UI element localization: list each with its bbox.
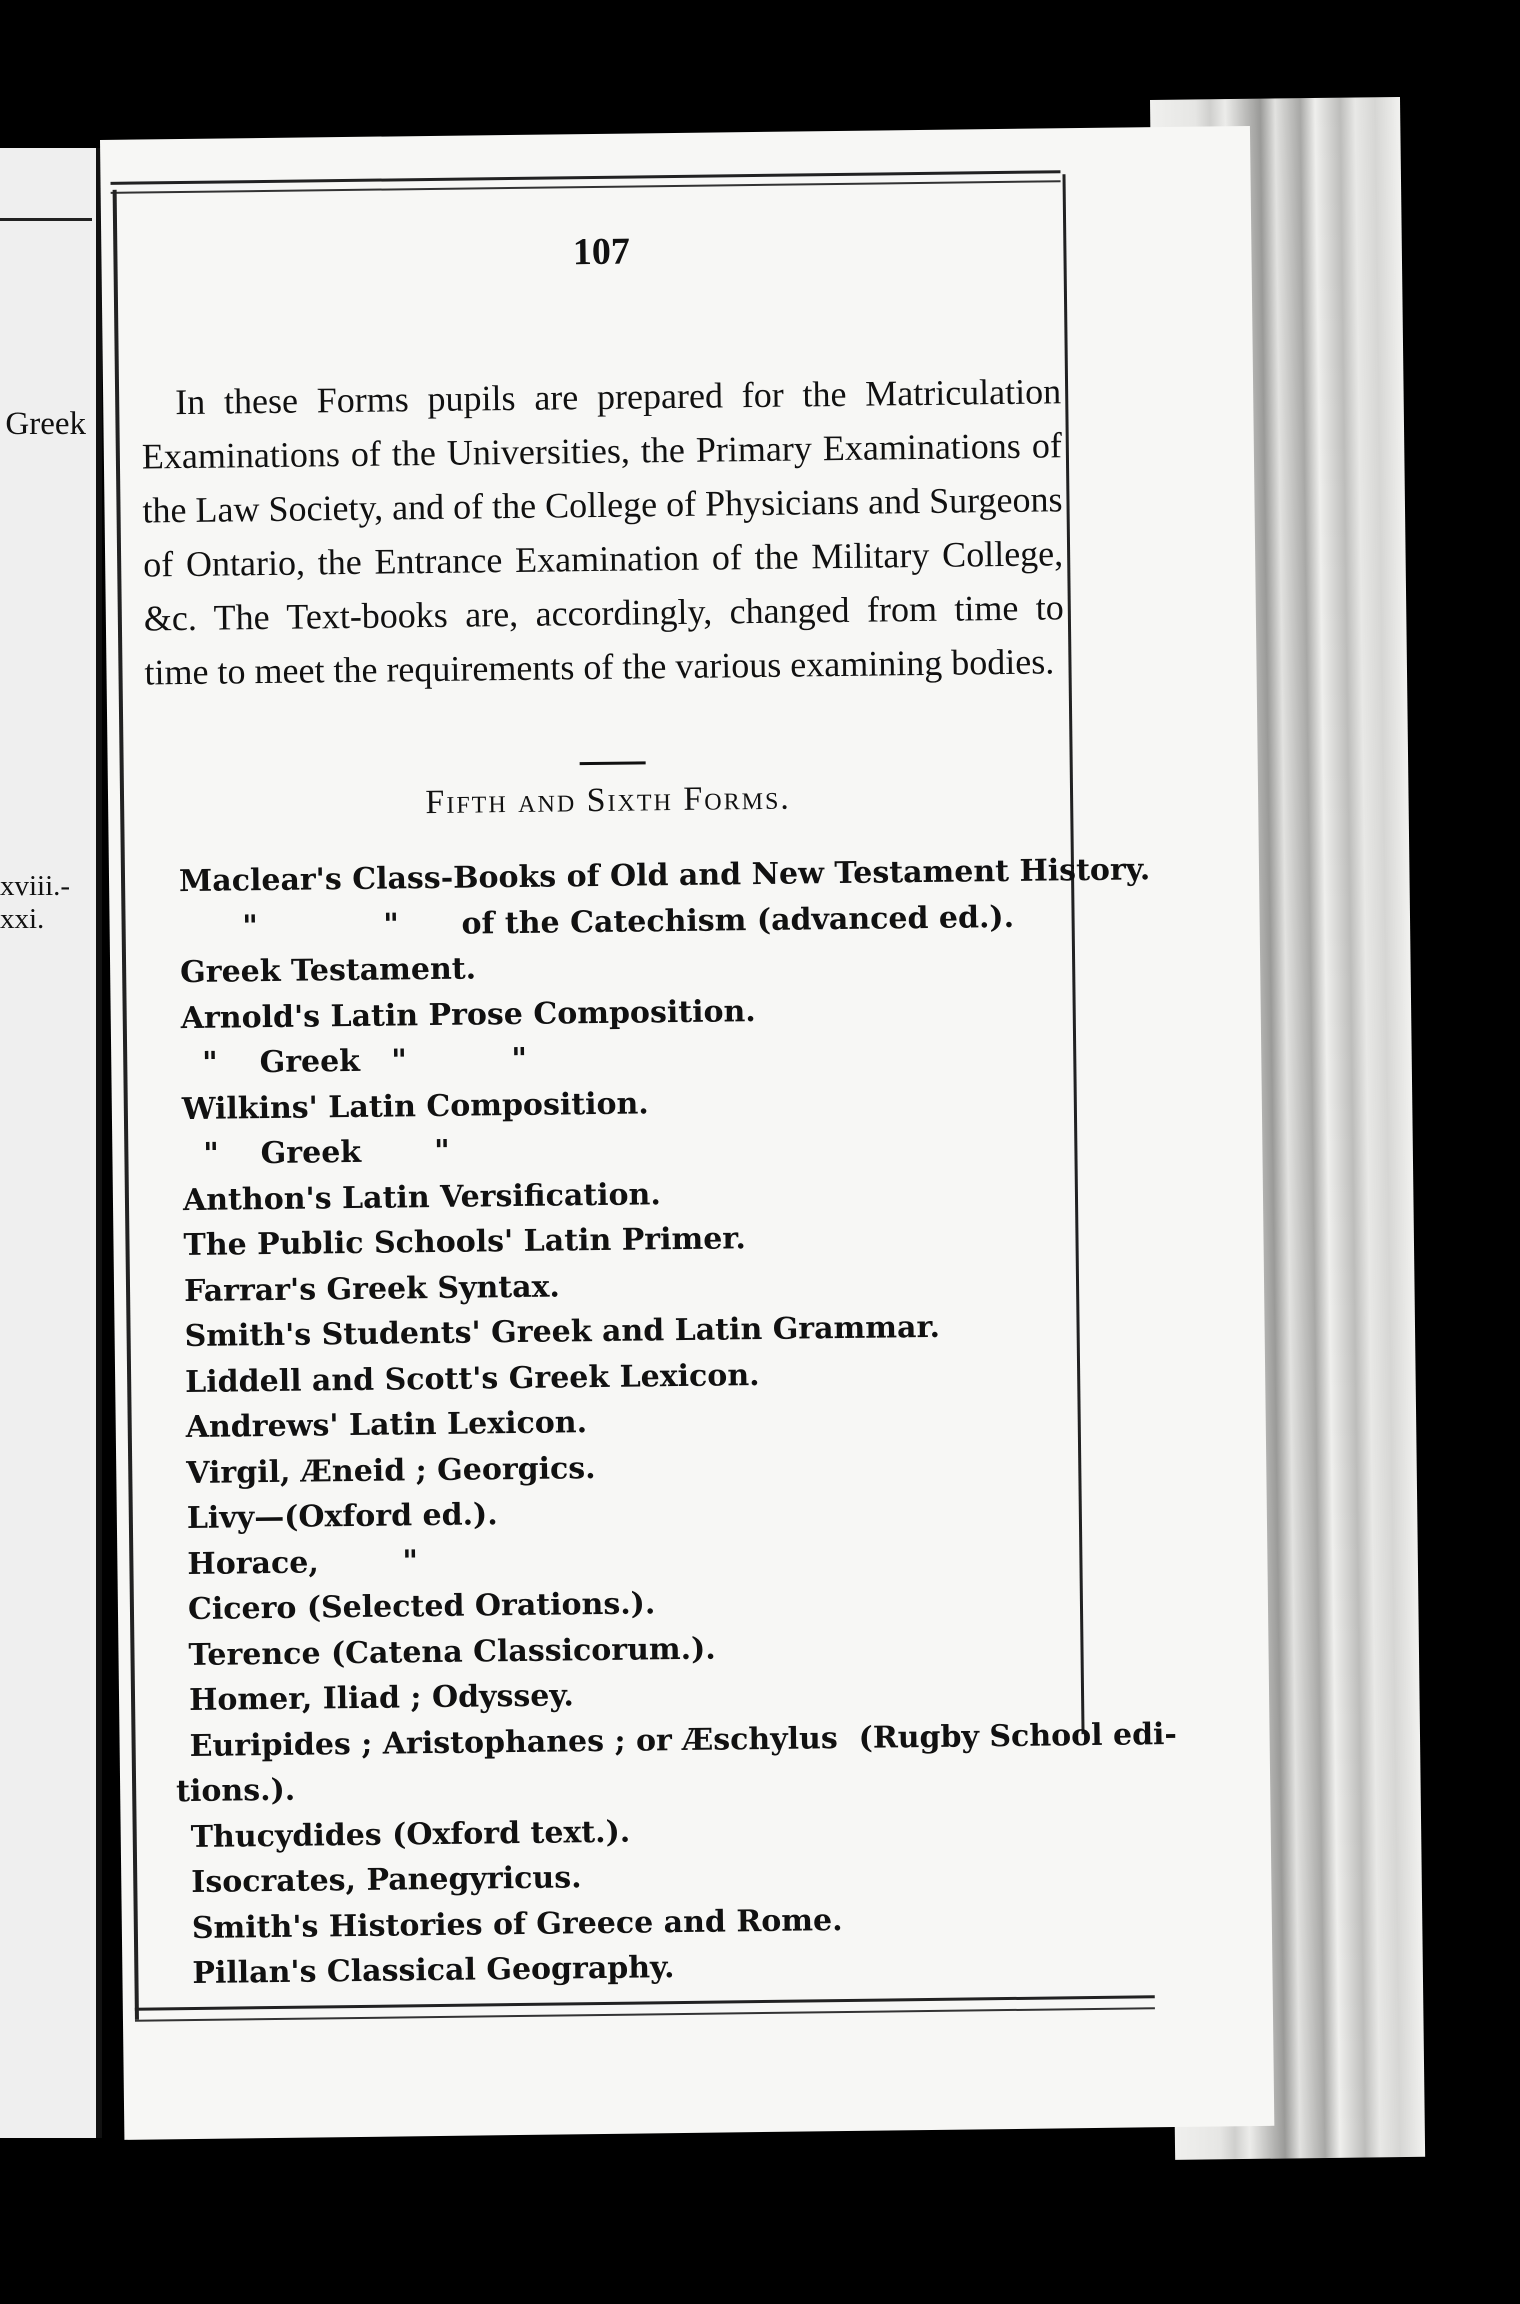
section-heading: Fifth and Sixth Forms. bbox=[425, 779, 792, 822]
list-item: Homer, Iliad ; Odyssey. bbox=[188, 1678, 575, 1719]
list-item: Pillan's Classical Geography. bbox=[192, 1950, 675, 1992]
list-item: Farrar's Greek Syntax. bbox=[183, 1268, 561, 1309]
list-item: Cicero (Selected Orations.). bbox=[187, 1586, 656, 1628]
previous-page-rule bbox=[0, 218, 92, 221]
frame-rule-bottom bbox=[135, 2007, 1155, 2021]
frame-rule-left bbox=[113, 190, 139, 2020]
list-item: " Greek " " bbox=[181, 1041, 528, 1082]
list-item: Terence (Catena Classicorum.). bbox=[188, 1631, 716, 1673]
list-item: Arnold's Latin Prose Composition. bbox=[180, 993, 756, 1036]
list-item: Smith's Students' Greek and Latin Grammar. bbox=[184, 1309, 941, 1355]
list-item: Andrews' Latin Lexicon. bbox=[185, 1405, 588, 1446]
list-item: Livy—(Oxford ed.). bbox=[186, 1497, 498, 1537]
list-item: " Greek " bbox=[182, 1133, 451, 1173]
intro-paragraph: In these Forms pupils are prepared for the Matriculation Examinations of the Universities, the Primary Examinations of the Law Society, and of the College of Physicians and Surgeons of Ontario, the Entrance Examination of the Military College, &c. The Text-books are, accordingly, changed from time to time to meet the requirements of the various examining bodies. bbox=[141, 371, 1065, 693]
list-item: Isocrates, Panegyricus. bbox=[191, 1860, 582, 1901]
previous-page-fragment: xviii.-xxi. bbox=[0, 870, 71, 935]
textbook-list bbox=[175, 848, 1178, 1997]
previous-page-fragment: Greek bbox=[5, 406, 86, 442]
list-item: Smith's Histories of Greece and Rome. bbox=[191, 1902, 843, 1946]
list-item: Horace, " bbox=[187, 1543, 419, 1582]
list-item: " " of the Catechism (advanced ed.). bbox=[179, 899, 1015, 945]
list-item: Euripides ; Aristophanes ; or Æschylus (Rugby School edi- bbox=[189, 1716, 1178, 1764]
list-item: tions.). bbox=[175, 1772, 296, 1810]
list-item: Liddell and Scott's Greek Lexicon. bbox=[184, 1357, 760, 1400]
list-item: The Public Schools' Latin Primer. bbox=[183, 1221, 747, 1264]
previous-page-edge bbox=[0, 148, 102, 2138]
list-item: Anthon's Latin Versification. bbox=[182, 1176, 662, 1218]
list-item: Virgil, Æneid ; Georgics. bbox=[186, 1450, 596, 1491]
section-divider bbox=[580, 761, 646, 765]
list-item: Thucydides (Oxford text.). bbox=[190, 1814, 631, 1855]
list-item: Wilkins' Latin Composition. bbox=[181, 1085, 649, 1127]
list-item: Maclear's Class-Books of Old and New Testament History. bbox=[178, 852, 1151, 900]
page-number: 107 bbox=[572, 230, 631, 274]
book-page bbox=[100, 126, 1274, 2140]
list-item: Greek Testament. bbox=[179, 951, 477, 991]
